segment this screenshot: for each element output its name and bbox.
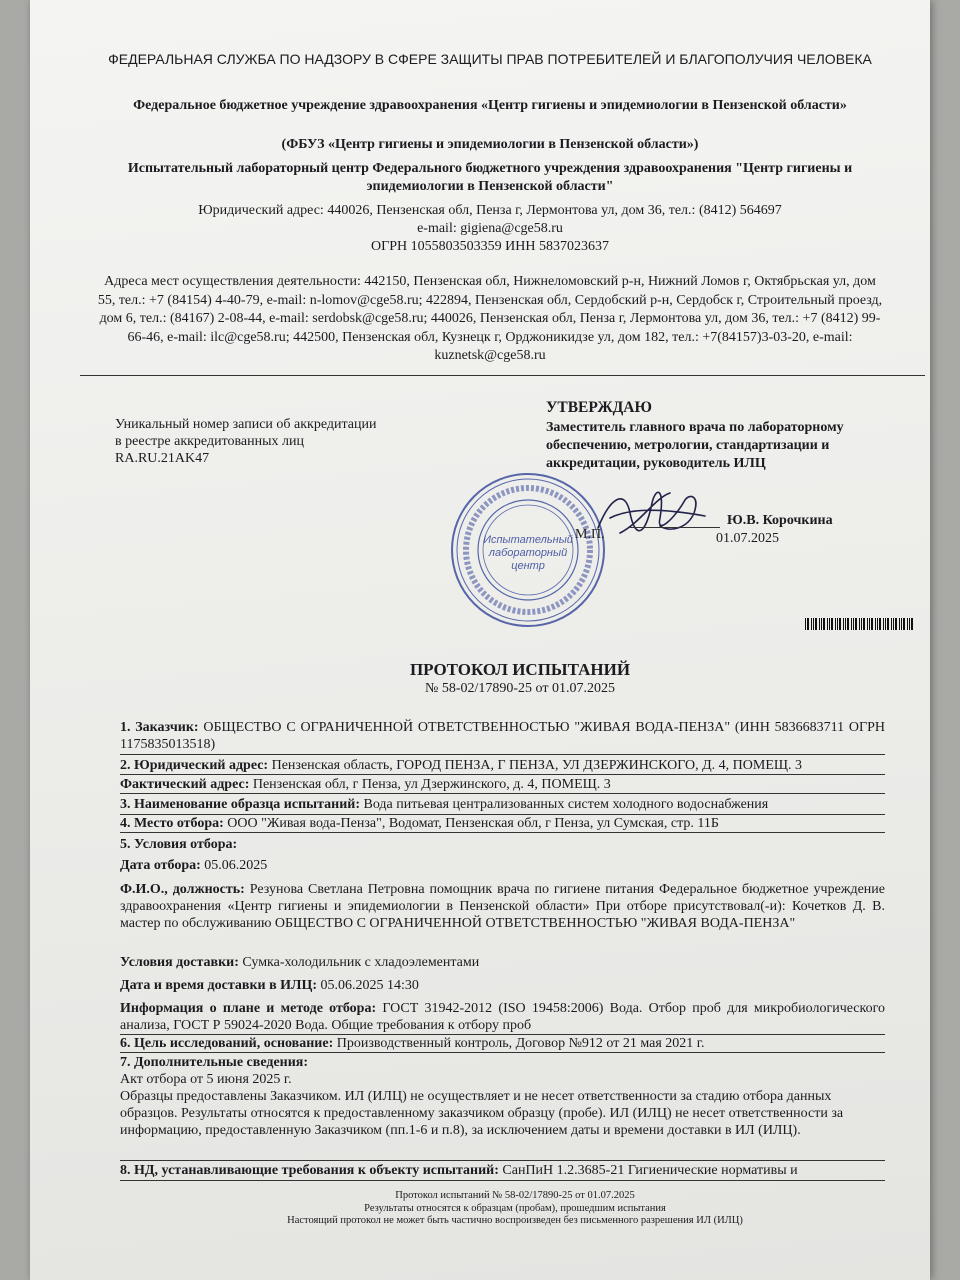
- field-additional-info: [120, 1054, 885, 1139]
- institution-name: Федеральное бюджетное учреждение здравоохранения «Центр гигиены и эпидемиологии в Пензенской области»: [133, 98, 847, 113]
- field-sampling-place-label: 4. Место отбора:: [120, 816, 224, 831]
- accreditation-line2: в реестре аккредитованных лиц: [115, 434, 304, 449]
- divider: [120, 793, 885, 794]
- barcode: [805, 618, 913, 630]
- field-additional-info-text: Образцы предоставлены Заказчиком. ИЛ (ИЛЦ) не осуществляет и не несет ответственности за стадию отбора данных образцов. Результаты относятся к предоставленному заказчиком образцу (пробе). ИЛ (ИЛЦ) не несет ответственности за информацию, предоставленную Заказчиком (пп.1-6 и п.8), за исключением даты и времени доставки в ИЛ (ИЛЦ).: [120, 1089, 844, 1138]
- agency-name: ФЕДЕРАЛЬНАЯ СЛУЖБА ПО НАДЗОРУ В СФЕРЕ ЗАЩИТЫ ПРАВ ПОТРЕБИТЕЛЕЙ И БЛАГОПОЛУЧИЯ ЧЕЛОВЕКА: [108, 51, 872, 67]
- header-email: e-mail: gigiena@cge58.ru: [417, 221, 563, 236]
- lab-center-name: Испытательный лабораторный центр Федерального бюджетного учреждения здравоохранения "Центр гигиены и эпидемиологии в Пензенской области": [127, 161, 853, 194]
- protocol-title: ПРОТОКОЛ ИСПЫТАНИЙ: [409, 660, 631, 679]
- divider: [120, 754, 885, 755]
- stamp-text-1: Испытательный: [483, 534, 573, 546]
- field-customer: [120, 719, 885, 753]
- footer-line3: Настоящий протокол не может быть частично воспроизведен без письменного разрешения ИЛ (ИЛЦ): [287, 1215, 743, 1226]
- handwritten-signature: [590, 478, 710, 548]
- field-sampling-plan-value: ГОСТ 31942-2012 (ISO 19458:2006) Вода. Отбор проб для микробиологического анализа, ГОСТ Р 59024-2020 Вода. Общие требования к отбору проб: [120, 1001, 885, 1033]
- legal-address: Юридический адрес: 440026, Пензенская обл, Пенза г, Лермонтова ул, дом 36, тел.: (8412) 564697: [198, 203, 782, 218]
- signer-name: Ю.В. Корочкина: [727, 513, 833, 528]
- document-page: [30, 0, 930, 1280]
- field-delivery-time-value: 05.06.2025 14:30: [320, 978, 419, 993]
- field-purpose-value: Производственный контроль, Договор №912 от 21 мая 2021 г.: [336, 1036, 705, 1051]
- accreditation-line1: Уникальный номер записи об аккредитации: [115, 417, 377, 432]
- field-regulatory-docs: [120, 1162, 885, 1179]
- field-additional-info-label: 7. Дополнительные сведения:: [120, 1055, 309, 1070]
- field-sampling-date: [120, 857, 885, 874]
- divider: [120, 1052, 885, 1053]
- field-sampling-conditions-label: 5. Условия отбора:: [120, 837, 238, 852]
- field-sampling-conditions: [120, 836, 885, 853]
- approval-title: УТВЕРЖДАЮ: [546, 399, 652, 416]
- footer-line2: Результаты относятся к образцам (пробам), прошедшим испытания: [364, 1202, 666, 1214]
- field-sampler-label: Ф.И.О., должность:: [120, 882, 245, 897]
- field-legal-address: [120, 757, 885, 774]
- field-additional-info-act: Акт отбора от 5 июня 2025 г.: [120, 1072, 292, 1087]
- field-delivery-conditions-label: Условия доставки:: [120, 955, 239, 970]
- institution-short-name: (ФБУЗ «Центр гигиены и эпидемиологии в Пензенской области»): [281, 137, 699, 152]
- field-delivery-conditions: [120, 954, 885, 971]
- field-delivery-time-label: Дата и время доставки в ИЛЦ:: [120, 978, 318, 993]
- accreditation-number: RA.RU.21AK47: [115, 451, 210, 466]
- divider: [120, 832, 885, 833]
- field-regulatory-docs-label: 8. НД, устанавливающие требования к объекту испытаний:: [120, 1163, 499, 1178]
- field-sampling-place-value: ООО "Живая вода-Пенза", Водомат, Пензенская обл, г Пенза, ул Сумская, стр. 11Б: [227, 816, 719, 831]
- approval-block: [546, 399, 906, 473]
- signature-line: [630, 527, 720, 528]
- field-sample-name-value: Вода питьевая централизованных систем холодного водоснабжения: [363, 797, 769, 812]
- field-sampling-plan-label: Информация о плане и методе отбора:: [120, 1001, 377, 1016]
- field-delivery-conditions-value: Сумка-холодильник с хладоэлементами: [242, 955, 480, 970]
- stamp-text-3: центр: [511, 560, 545, 572]
- seal-mark: М.П.: [575, 527, 605, 542]
- field-regulatory-docs-value: СанПиН 1.2.3685-21 Гигиенические нормативы и: [502, 1163, 798, 1178]
- stamp-text-2: лабораторный: [488, 547, 568, 559]
- field-actual-address-value: Пензенская обл, г Пенза, ул Дзержинского, д. 4, ПОМЕЩ. 3: [252, 777, 611, 792]
- legal-address-block: [95, 202, 885, 256]
- page-footer: [180, 1190, 850, 1228]
- field-customer-label: 1. Заказчик:: [120, 720, 199, 735]
- accreditation-block: [115, 416, 445, 467]
- organization-stamp: [448, 470, 608, 630]
- approval-position: Заместитель главного врача по лабораторному обеспечению, метрологии, стандартизации и аккредитации, руководитель ИЛЦ: [546, 420, 844, 471]
- field-sampler-value: Резунова Светлана Петровна помощник врача по гигиене питания Федеральное бюджетное учреждение здравоохранения «Центр гигиены и эпидемиологии в Пензенской области» При отборе присутствовал(-и): Кочетков Д. В. мастер по обслуживанию ОБЩЕСТВО С ОГРАНИЧЕННОЙ ОТВЕТСТВЕННОСТЬЮ "ЖИВАЯ ВОДА-ПЕНЗА": [120, 882, 886, 931]
- approval-date: 01.07.2025: [716, 531, 779, 546]
- field-actual-address: [120, 776, 885, 793]
- field-legal-address-label: 2. Юридический адрес:: [120, 758, 269, 773]
- field-delivery-time: [120, 977, 885, 994]
- field-sampler: [120, 881, 885, 932]
- header-divider: [80, 375, 925, 376]
- field-sampling-date-value: 05.06.2025: [204, 858, 268, 873]
- field-customer-value: ОБЩЕСТВО С ОГРАНИЧЕННОЙ ОТВЕТСТВЕННОСТЬЮ "ЖИВАЯ ВОДА-ПЕНЗА" (ИНН 5836683711 ОГРН 1175835013518): [120, 720, 886, 752]
- field-sample-name-label: 3. Наименование образца испытаний:: [120, 797, 360, 812]
- field-sampling-place: [120, 815, 885, 832]
- divider: [120, 1160, 885, 1161]
- field-sampling-date-label: Дата отбора:: [120, 858, 201, 873]
- divider: [120, 774, 885, 775]
- field-legal-address-value: Пензенская область, ГОРОД ПЕНЗА, Г ПЕНЗА, УЛ ДЗЕРЖИНСКОГО, Д. 4, ПОМЕЩ. 3: [271, 758, 802, 773]
- ogrn-inn: ОГРН 1055803503359 ИНН 5837023637: [371, 239, 609, 254]
- footer-line1: Протокол испытаний № 58-02/17890-25 от 01.07.2025: [395, 1190, 635, 1201]
- field-sampling-plan: [120, 1000, 885, 1034]
- field-purpose-label: 6. Цель исследований, основание:: [120, 1036, 334, 1051]
- field-sample-name: [120, 796, 885, 813]
- field-purpose: [120, 1035, 885, 1052]
- activity-addresses: Адреса мест осуществления деятельности: 442150, Пензенская обл, Нижнеломовский р-н, Нижний Ломов г, Октябрьская ул, дом 55, тел.: +7 (84154) 4-40-79, e-mail: n-lomov@cge58.ru; 422894, Пензенская обл, Сердобский р-н, Сердобск г, Строительный проезд, дом 6, тел.: (84167) 2-08-44, e-mail: serdobsk@cge58.ru; 440026, Пензенская обл, Пенза г, Лермонтова ул, дом 36, тел.: +7 (8412) 99-66-46, e-mail: ilc@cge58.ru; 442500, Пензенская обл, Кузнецк г, Орджоникидзе ул, дом 182, тел.: +7(84157)3-03-20, e-mail: kuznetsk@cge58.ru: [97, 274, 883, 363]
- divider: [120, 1180, 885, 1181]
- field-actual-address-label: Фактический адрес:: [120, 777, 250, 792]
- protocol-number: № 58-02/17890-25 от 01.07.2025: [424, 681, 615, 696]
